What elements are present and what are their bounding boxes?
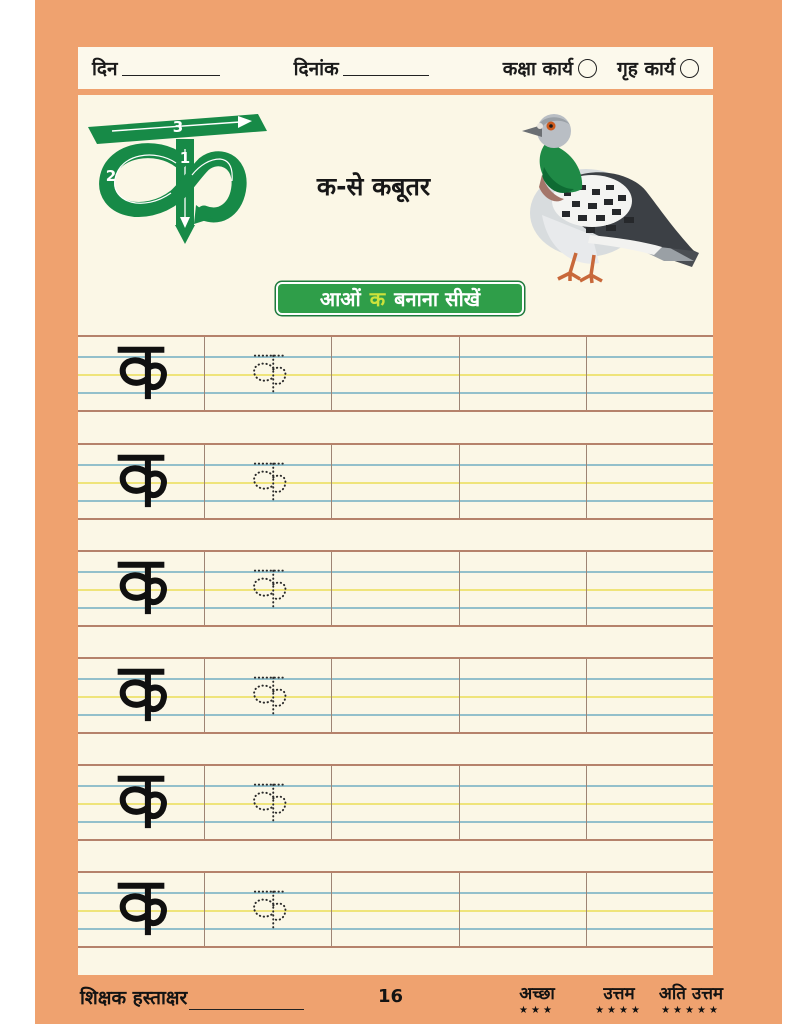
empty-practice-cell[interactable] — [331, 659, 458, 732]
day-blank — [122, 60, 220, 76]
work-type-options — [503, 55, 699, 81]
model-letter-cell — [78, 552, 204, 625]
classwork-label: कक्षा कार्य — [502, 58, 574, 80]
model-letter-ka — [113, 878, 169, 942]
trace-letter-cell[interactable] — [204, 873, 331, 946]
classwork-option — [503, 55, 597, 81]
empty-practice-cell[interactable] — [459, 445, 586, 518]
worksheet-panel — [78, 95, 713, 975]
banner-letter: क — [369, 287, 386, 311]
model-letter-cell — [78, 659, 204, 732]
rating-label: अति उत्तम — [658, 984, 724, 1004]
page-number: 16 — [378, 986, 404, 1007]
practice-row — [78, 550, 713, 627]
empty-practice-cell[interactable] — [459, 659, 586, 732]
model-letter-ka — [113, 557, 169, 621]
empty-practice-cell[interactable] — [459, 552, 586, 625]
date-label: दिनांक — [293, 58, 339, 80]
empty-practice-cell[interactable] — [459, 337, 586, 410]
rating-stars: ★★★★★ — [661, 1005, 721, 1016]
big-letter-ka-stroke-diagram — [82, 101, 294, 269]
trace-letter-cell[interactable] — [204, 766, 331, 839]
trace-letter-ka-dotted — [247, 778, 289, 828]
day-label: दिन — [92, 58, 118, 80]
rating-label: उत्तम — [603, 984, 635, 1004]
day-field — [92, 55, 220, 81]
rating-stars: ★★★★ — [595, 1005, 643, 1016]
trace-letter-cell[interactable] — [204, 552, 331, 625]
trace-letter-ka-dotted — [247, 564, 289, 614]
empty-practice-cell[interactable] — [331, 766, 458, 839]
empty-practice-cell[interactable] — [331, 337, 458, 410]
rating-item — [588, 981, 650, 1016]
trace-letter-ka-dotted — [247, 349, 289, 399]
practice-row — [78, 764, 713, 841]
practice-banner — [276, 282, 524, 315]
banner-suffix: बनाना सीखें — [394, 287, 481, 311]
homework-label: गृह कार्य — [617, 58, 675, 80]
empty-practice-cell[interactable] — [586, 337, 713, 410]
trace-letter-ka-dotted — [247, 885, 289, 935]
worksheet-header — [78, 47, 713, 89]
trace-letter-cell[interactable] — [204, 337, 331, 410]
model-letter-ka — [113, 450, 169, 514]
model-letter-cell — [78, 337, 204, 410]
empty-practice-cell[interactable] — [459, 873, 586, 946]
rating-stars: ★★★ — [519, 1005, 555, 1016]
practice-row — [78, 871, 713, 948]
empty-practice-cell[interactable] — [586, 445, 713, 518]
empty-practice-cell[interactable] — [459, 766, 586, 839]
empty-practice-cell[interactable] — [331, 873, 458, 946]
model-letter-ka — [113, 342, 169, 406]
model-letter-cell — [78, 766, 204, 839]
lesson-caption: क-से कबूतर — [316, 172, 431, 201]
empty-practice-cell[interactable] — [586, 659, 713, 732]
stroke-number-2: 2 — [105, 167, 117, 185]
trace-letter-ka-dotted — [247, 671, 289, 721]
classwork-circle[interactable] — [578, 59, 597, 78]
banner-prefix: आओं — [319, 287, 361, 311]
empty-practice-cell[interactable] — [331, 552, 458, 625]
practice-row — [78, 657, 713, 734]
model-letter-cell — [78, 873, 204, 946]
empty-practice-cell[interactable] — [331, 445, 458, 518]
trace-letter-cell[interactable] — [204, 659, 331, 732]
stroke-number-1: 1 — [179, 149, 191, 167]
homework-option — [617, 55, 699, 81]
rating-label: अच्छा — [519, 984, 555, 1004]
trace-letter-ka-dotted — [247, 457, 289, 507]
model-letter-cell — [78, 445, 204, 518]
pigeon-image — [494, 95, 712, 290]
teacher-signature-field — [80, 984, 304, 1010]
teacher-signature-label: शिक्षक हस्ताक्षर — [80, 987, 188, 1009]
signature-blank — [189, 995, 304, 1010]
model-letter-ka — [113, 771, 169, 835]
empty-practice-cell[interactable] — [586, 873, 713, 946]
model-letter-ka — [113, 664, 169, 728]
homework-circle[interactable] — [680, 59, 699, 78]
stroke-number-3: 3 — [172, 118, 184, 136]
empty-practice-cell[interactable] — [586, 552, 713, 625]
empty-practice-cell[interactable] — [586, 766, 713, 839]
date-blank — [343, 60, 429, 76]
trace-letter-cell[interactable] — [204, 445, 331, 518]
date-field — [294, 55, 429, 81]
practice-row — [78, 443, 713, 520]
practice-row — [78, 335, 713, 412]
rating-item — [506, 981, 568, 1016]
rating-item — [648, 981, 734, 1016]
